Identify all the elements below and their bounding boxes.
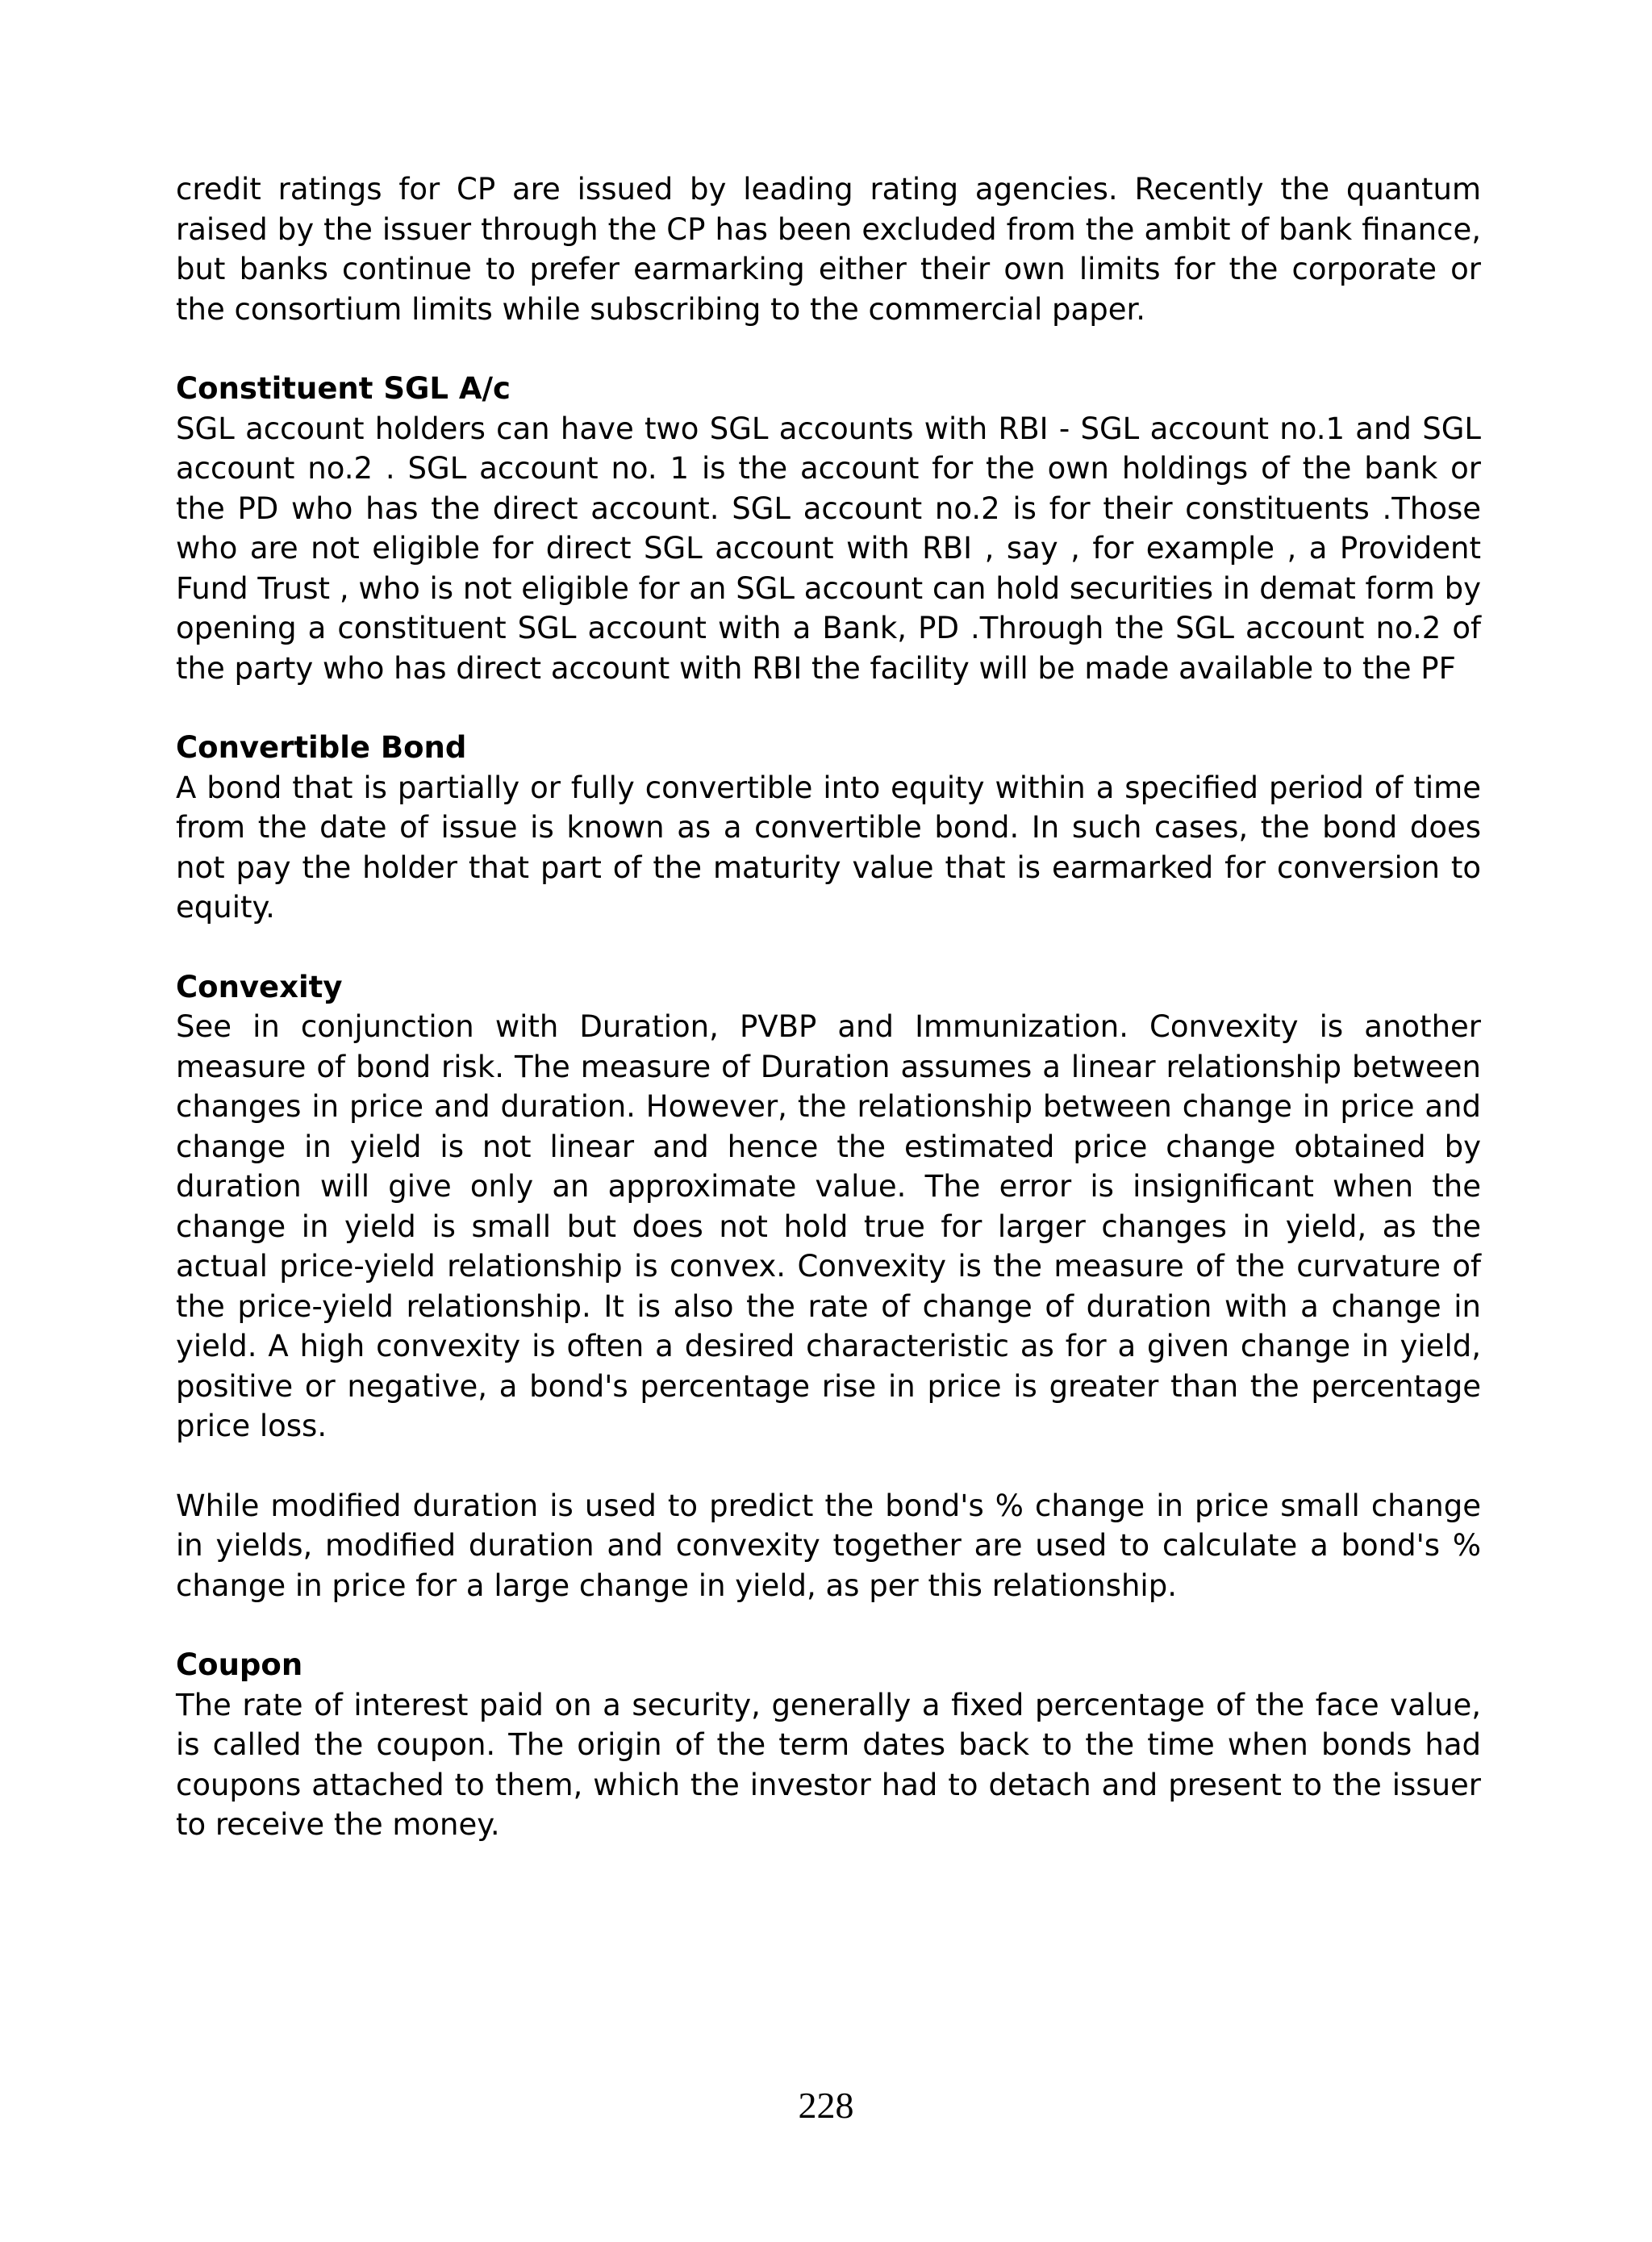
section-paragraph: While modified duration is used to predict the bond's % change in price small change in yields, modified duration and convexity together are used to calculate a bond's % change in price for a large change in yield, as per this relationship. xyxy=(176,1488,1481,1603)
section-heading-coupon: Coupon xyxy=(176,1647,303,1682)
section-convexity xyxy=(176,967,1481,1606)
section-heading-convertible-bond: Convertible Bond xyxy=(176,730,467,765)
section-paragraph: A bond that is partially or fully convertible into equity within a specified period of time from the date of issue is known as a convertible bond. In such cases, the bond does not pay the holder that part of the maturity value that is earmarked for conversion to equity. xyxy=(176,770,1481,925)
document-page xyxy=(176,169,1481,1845)
section-paragraph: See in conjunction with Duration, PVBP and Immunization. Convexity is another measure of bond risk. The measure of Duration assumes a linear relationship between changes in price and duration. However, the relationship between change in price and change in yield is not linear and hence the estimated price change obtained by duration will give only an approximate value. The error is insignificant when the change in yield is small but does not hold true for larger changes in yield, as the actual price-yield relationship is convex. Convexity is the measure of the curvature of the price-yield relationship. It is also the rate of change of duration with a change in yield. A high convexity is often a desired characteristic as for a given change in yield, positive or negative, a bond's percentage rise in price is greater than the percentage price loss. xyxy=(176,1009,1481,1443)
page-number: 228 xyxy=(798,2085,854,2126)
section-heading-constituent-sgl: Constituent SGL A/c xyxy=(176,371,511,406)
section-coupon xyxy=(176,1645,1481,1845)
section-heading-convexity: Convexity xyxy=(176,969,343,1004)
section-paragraph: The rate of interest paid on a security, generally a fixed percentage of the face value, is called the coupon. The origin of the term dates back to the time when bonds had coupons attached to them, which the investor had to detach and present to the issuer to receive the money. xyxy=(176,1687,1481,1842)
section-constituent-sgl xyxy=(176,369,1481,688)
section-convertible-bond xyxy=(176,728,1481,928)
section-paragraph: SGL account holders can have two SGL accounts with RBI - SGL account no.1 and SGL account no.2 . SGL account no. 1 is the account for the own holdings of the bank or the PD who has the direct account. SGL account no.2 is for their constituents .Those who are not eligible for direct SGL account with RBI , say , for example , a Provident Fund Trust , who is not eligible for an SGL account can hold securities in demat form by opening a constituent SGL account with a Bank, PD .Through the SGL account no.2 of the party who has direct account with RBI the facility will be made available to the PF xyxy=(176,411,1481,686)
intro-paragraph: credit ratings for CP are issued by leading rating agencies. Recently the quantum raised by the issuer through the CP has been excluded from the ambit of bank finance, but banks continue to prefer earmarking either their own limits for the corporate or the consortium limits while subscribing to the commercial paper. xyxy=(176,172,1481,327)
